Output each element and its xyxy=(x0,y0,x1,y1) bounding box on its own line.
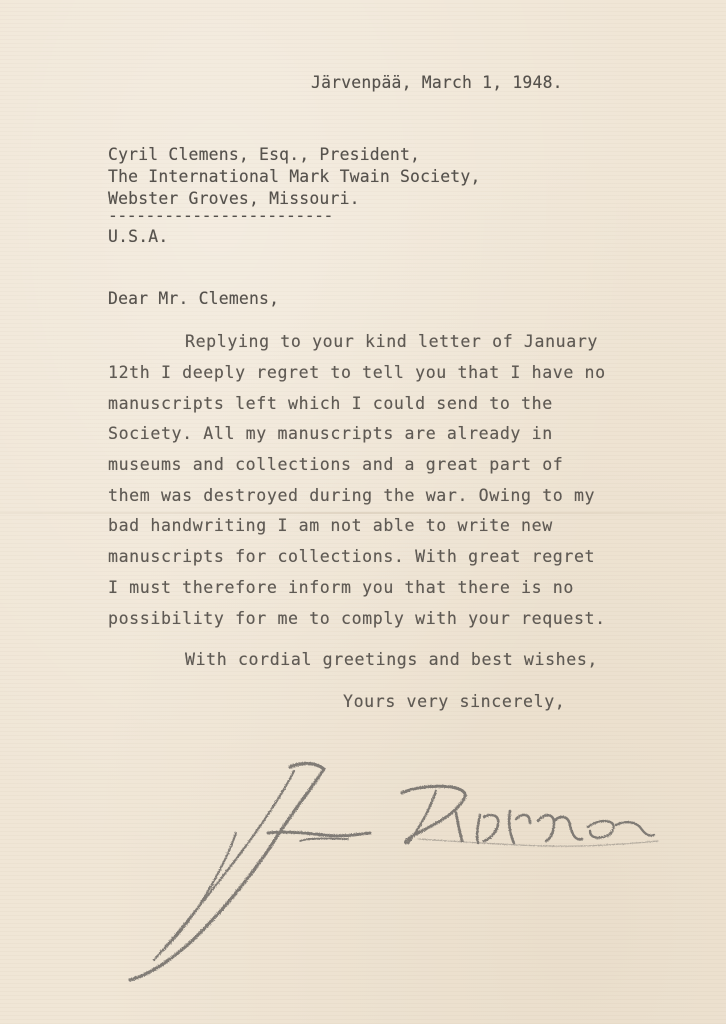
body-line-5: museums and collections and a great part of xyxy=(108,455,564,474)
body-line-8: manuscripts for collections. With great regret xyxy=(108,547,596,566)
body-line-9: I must therefore inform you that there is no xyxy=(108,578,574,597)
address-underline: ------------------------ xyxy=(108,206,333,225)
paper-fold-line xyxy=(0,512,726,514)
handwritten-signature-icon xyxy=(118,755,678,985)
body-line-10: possibility for me to comply with your request. xyxy=(108,609,606,628)
body-line-4: Society. All my manuscripts are already in xyxy=(108,424,553,443)
greeting-line: With cordial greetings and best wishes, xyxy=(185,650,599,669)
address-line-1: Cyril Clemens, Esq., President, xyxy=(108,145,421,164)
place-date: Järvenpää, March 1, 1948. xyxy=(311,73,563,92)
closing-line: Yours very sincerely, xyxy=(343,692,566,711)
body-line-2: 12th I deeply regret to tell you that I have no xyxy=(108,363,606,382)
body-line-1: Replying to your kind letter of January xyxy=(185,332,599,351)
address-country: U.S.A. xyxy=(108,227,169,246)
address-line-3: Webster Groves, Missouri. xyxy=(108,189,360,208)
body-line-7: bad handwriting I am not able to write new xyxy=(108,516,553,535)
salutation: Dear Mr. Clemens, xyxy=(108,289,280,308)
body-line-6: them was destroyed during the war. Owing to my xyxy=(108,486,596,505)
address-line-2: The International Mark Twain Society, xyxy=(108,167,481,186)
body-line-3: manuscripts left which I could send to the xyxy=(108,394,553,413)
